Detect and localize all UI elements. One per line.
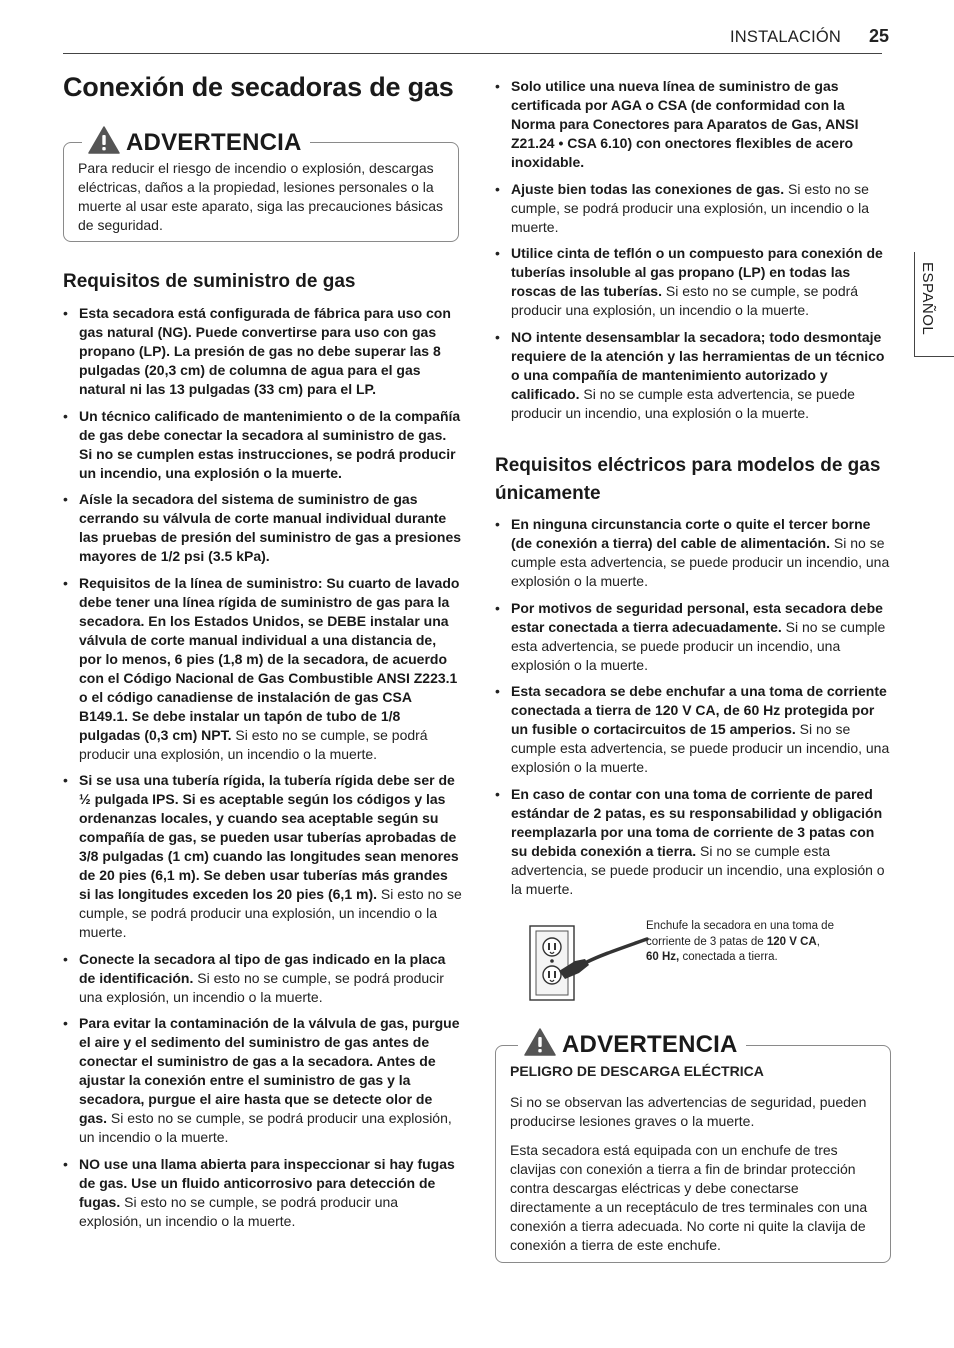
list-item [63, 950, 462, 1007]
list-item [63, 1014, 462, 1147]
list-item-bold: Aísle la secadora del sistema de suministro de gas cerrando su válvula de corte manual individual durante las pruebas de presión del suministro de gas a presiones mayores de 1/2 psi (3.5 kPa). [79, 491, 462, 564]
list-item [63, 771, 462, 942]
header-rule [63, 53, 882, 54]
list-item-text: Si no se cumple esta advertencia, se puede producir un incendio, una explosión o la muerte. [511, 842, 885, 897]
warning-title: ADVERTENCIA [562, 1030, 738, 1058]
list-item-bold: Solo utilice una nueva línea de suministro de gas certificada por AGA o CSA (de conformidad con la Norma para Conectores para Aparatos de Gas, ANSI Z21.24 • CSA 6.10) con onectores flexibles de acero inoxidable. [511, 78, 859, 170]
list-item-text: Si esto no se cumple, se podrá producir una explosión, un incendio o la muerte. [79, 726, 428, 762]
list-item-bold: Esta secadora está configurada de fábrica para uso con gas natural (NG). Puede convertirse para uso con gas propano (LP). La presión de gas no debe superar las 8 pulgadas (20,3 cm) de columna de agua para el gas natural ni las 13 pulgadas (33 cm) para el LP. [79, 305, 451, 397]
page-title: Conexión de secadoras de gas [63, 72, 454, 102]
header-section-label: INSTALACIÓN [730, 28, 841, 46]
language-side-tab-label: ESPAÑOL [919, 262, 936, 336]
gas-supply-heading: Requisitos de suministro de gas [63, 271, 356, 292]
list-item-bold: Requisitos de la línea de suministro: Su cuarto de lavado debe tener una línea rígida de suministro de gas para la secadora. En los Estados Unidos, se DEBE instalar una válvula de corte manual individual a una distancia de, por lo menos, 6 pies (1,8 m) de la secadora, de acuerdo con el Código Nacional de Gas Combustible ANSI Z223.1 o el código canadiense de instalación de gas CSA B149.1. Se debe instalar un tapón de tubo de 1/8 pulgadas (0,3 cm) NPT. [79, 574, 460, 743]
outlet-caption-frequency: 60 Hz, [646, 951, 680, 963]
list-item [495, 180, 890, 237]
list-item-text: Si no se cumple esta advertencia, se puede producir un incendio, una explosión o la muerte. [511, 535, 890, 589]
outlet-caption [646, 919, 846, 966]
language-side-tab [914, 252, 954, 357]
list-item [63, 490, 462, 566]
warning-triangle-icon [524, 1028, 556, 1061]
warning-title: ADVERTENCIA [126, 128, 302, 156]
list-item [495, 682, 893, 777]
list-item-text: Si esto no se cumple, se podrá producir una explosión, un incendio o la muerte. [511, 283, 859, 318]
list-item [495, 515, 893, 591]
list-item-text: Si esto no se cumple, se podrá producir una explosión, un incendio o la muerte. [79, 886, 462, 940]
list-item-bold: Si se usa una tubería rígida, la tubería rígida debe ser de ½ pulgada IPS. Si es aceptable según los códigos y las ordenanzas locales, y cuando sea aceptable según su compañía de gas, se pueden usar tuberías aprobadas de 3/8 pulgadas (1 cm) cuando las longitudes sean menores de 20 pies (6,1 m). Se deben usar tuberías más grandes si las longitudes exceden los 20 pies (6,1 m). [79, 772, 459, 902]
list-item-text: Si esto no se cumple, se podrá producir una explosión, un incendio o la muerte. [79, 1110, 452, 1145]
list-item-text: Si no se cumple esta advertencia, se puede producir un incendio, una explosión o la muerte. [511, 618, 886, 673]
list-item-text: Si esto no se cumple, se podrá producir una explosión, un incendio o la muerte. [79, 1193, 399, 1229]
list-item [63, 1155, 462, 1231]
warning-triangle-icon [88, 126, 120, 159]
list-item-bold: Para evitar la contaminación de la válvula de gas, purgue el aire y el sedimento del suministro de gas antes de conectar el suministro de gas a la secadora. Antes de ajustar la conexión entre el suministro de gas y la secadora, purgue el aire hasta que se detecte olor de gas. [79, 1015, 460, 1126]
list-item-bold: NO intente desensamblar la secadora; todo desmontaje requiere de la atención y las herramientas de un técnico o una compañía de mantenimiento autorizado y calificado. [511, 328, 885, 402]
grounded-outlet-plug-icon [529, 925, 649, 1008]
outlet-caption-post: conectada a tierra. [679, 951, 778, 963]
list-item-text: Si esto no se cumple, se podrá producir una explosión, un incendio o la muerte. [79, 969, 444, 1005]
warning-text-electric-shock [510, 1062, 880, 1265]
gas-supply-list [63, 304, 462, 1238]
list-item-bold: En ninguna circunstancia corte o quite el tercer borne (de conexión a tierra) del cable de alimentación. [511, 516, 871, 551]
list-item-bold: Un técnico calificado de mantenimiento o de la compañía de gas debe conectar la secadora al suministro de gas. Si no se cumplen estas instrucciones, se podrá producir un incendio, una explosión o la muerte. [79, 407, 461, 481]
warning-paragraph-2: Esta secadora está equipada con un enchufe de tres clavijas con conexión a tierra a fin de brindar protección contra descargas eléctricas y debe conectarse directamente a un receptáculo de tres terminales con una conexión a tierra adecuada. No corte ni quite la clavija de conexión a tierra de este enchufe. [510, 1142, 868, 1253]
list-item-bold: Ajuste bien todas las conexiones de gas. [511, 180, 785, 197]
list-item [495, 77, 890, 172]
list-item [495, 599, 893, 675]
gas-supply-list-continued [495, 77, 890, 430]
list-item-bold: Utilice cinta de teflón o un compuesto para conexión de tuberías insoluble al gas propano (LP) en todas las roscas de las tuberías. [511, 245, 883, 299]
list-item-bold: Esta secadora se debe enchufar a una toma de corriente conectada a tierra de 120 V CA, de 60 Hz protegida por un fusible o cortacircuitos de 15 amperios. [511, 683, 887, 737]
page-number: 25 [869, 26, 890, 46]
list-item-bold: Conecte la secadora al tipo de gas indicado en la placa de identificación. [79, 950, 446, 986]
list-item [63, 574, 462, 764]
list-item-bold: Por motivos de seguridad personal, esta secadora debe estar conectada a tierra adecuadamente. [511, 599, 883, 635]
warning-header-general [82, 126, 310, 159]
warning-text-general: Para reducir el riesgo de incendio o explosión, descargas eléctricas, daños a la propiedad, lesiones personales o la muerte al usar este aparato, siga las precauciones básicas de seguridad. [78, 160, 443, 233]
list-item [495, 328, 890, 423]
outlet-caption-voltage: 120 V CA [766, 935, 817, 948]
electrical-list [495, 515, 893, 906]
list-item-bold: En caso de contar con una toma de corriente de pared estándar de 2 patas, es su responsabilidad y obligación reemplazarla por una toma de corriente de 3 patas con su debida conexión a tierra. [511, 785, 883, 859]
warning-subtitle: PELIGRO DE DESCARGA ELÉCTRICA [510, 1063, 764, 1079]
list-item [495, 244, 890, 320]
warning-header-electric-shock [518, 1028, 746, 1061]
outlet-caption-pre: Enchufe la secadora en una toma de corriente de 3 patas de [646, 920, 834, 948]
list-item-text: Si esto no se cumple, se podrá producir una explosión, un incendio o la muerte. [511, 180, 870, 235]
outlet-caption-sep: , [816, 935, 820, 948]
electrical-heading: Requisitos eléctricos para modelos de gas únicamente [495, 455, 881, 504]
list-item [63, 407, 462, 483]
list-item-text: Si no se cumple esta advertencia, se puede producir un incendio, una explosión o la muerte. [511, 385, 855, 421]
list-item-text: Si no se cumple esta advertencia, se puede producir un incendio, una explosión o la muerte. [511, 721, 890, 775]
list-item-bold: NO use una llama abierta para inspeccionar si hay fugas de gas. Use un fluido anticorrosivo para detección de fugas. [79, 1155, 455, 1210]
warning-paragraph-1: Si no se observan las advertencias de seguridad, pueden producirse lesiones graves o la muerte. [510, 1094, 867, 1129]
list-item [495, 785, 893, 899]
list-item [63, 304, 462, 399]
